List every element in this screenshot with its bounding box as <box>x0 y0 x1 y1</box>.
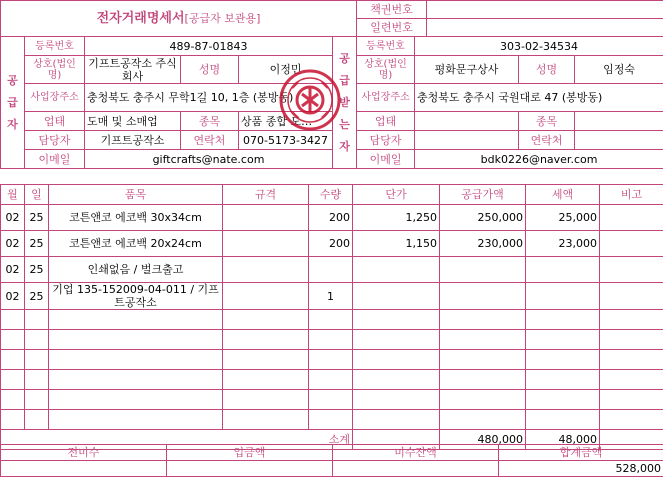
row-spec <box>223 205 309 231</box>
deposit-value <box>167 461 333 477</box>
row-price <box>353 257 440 283</box>
row-day: 25 <box>25 205 49 231</box>
table-row <box>1 205 663 231</box>
total-value: 528,000 <box>499 461 663 477</box>
deposit-label: 입금액 <box>167 445 333 461</box>
row-qty <box>309 257 353 283</box>
col-tax: 세액 <box>526 185 600 205</box>
receiver-manager-value <box>415 131 519 150</box>
row-note <box>600 283 663 310</box>
supplier-item-value: 상품 종합 도… <box>239 112 333 131</box>
supplier-addr-label: 사업장주소 <box>25 84 85 112</box>
items-table <box>0 184 663 450</box>
supplier-contact-label: 연락처 <box>181 131 239 150</box>
row-item: 인쇄없음 / 벌크출고 <box>49 257 223 283</box>
empty-row <box>1 350 663 370</box>
receiver-rep-label: 성명 <box>519 56 575 84</box>
row-qty: 200 <box>309 231 353 257</box>
row-tax <box>526 283 600 310</box>
col-spec: 규격 <box>223 185 309 205</box>
title-main: 전자거래명세서 <box>96 11 185 26</box>
parties-table <box>0 36 663 169</box>
supplier-name-value: 기프트공작소 주식회사 <box>85 56 181 84</box>
serial-no-value <box>427 19 663 37</box>
col-month: 월 <box>1 185 25 205</box>
col-qty: 수량 <box>309 185 353 205</box>
supplier-type-value: 도매 및 소매업 <box>85 112 181 131</box>
supplier-addr-value: 충청북도 충주시 무학1길 10, 1층 (봉방동) <box>85 84 333 112</box>
subtotal-label: 소계 <box>1 430 353 450</box>
table-row <box>1 257 663 283</box>
receiver-reg-value: 303-02-34534 <box>415 37 663 56</box>
row-qty: 1 <box>309 283 353 310</box>
receiver-type-value <box>415 112 519 131</box>
receiver-side-label: 공 급 받 는 자 <box>333 37 357 169</box>
row-supply: 250,000 <box>440 205 526 231</box>
row-spec <box>223 283 309 310</box>
row-item: 코튼앤코 에코백 30x34cm <box>49 205 223 231</box>
supplier-manager-value: 기프트공작소 <box>85 131 181 150</box>
row-supply <box>440 283 526 310</box>
row-spec <box>223 231 309 257</box>
receiver-email-value: bdk0226@naver.com <box>415 150 663 169</box>
subtotal-supply: 480,000 <box>440 430 526 450</box>
row-note <box>600 231 663 257</box>
supplier-name-label: 상호(법인명) <box>25 56 85 84</box>
row-day: 25 <box>25 257 49 283</box>
receiver-name-label: 상호(법인명) <box>357 56 415 84</box>
balance-label: 미수잔액 <box>333 445 499 461</box>
empty-row <box>1 370 663 390</box>
supplier-reg-value: 489-87-01843 <box>85 37 333 56</box>
receiver-rep-value: 임정숙 <box>575 56 663 84</box>
row-price: 1,250 <box>353 205 440 231</box>
row-month: 02 <box>1 231 25 257</box>
supplier-rep-value: 이정민 <box>239 56 333 84</box>
row-month: 02 <box>1 205 25 231</box>
receiver-name-value: 평화문구상사 <box>415 56 519 84</box>
col-note: 비고 <box>600 185 663 205</box>
unpaid-value <box>1 461 167 477</box>
supplier-manager-label: 담당자 <box>25 131 85 150</box>
receiver-item-label: 종목 <box>519 112 575 131</box>
row-item: 기업 135-152009-04-011 / 기프트공작소 <box>49 283 223 310</box>
row-day: 25 <box>25 283 49 310</box>
row-tax: 23,000 <box>526 231 600 257</box>
table-row <box>1 231 663 257</box>
supplier-side-label: 공 급 자 <box>1 37 25 169</box>
col-item: 품목 <box>49 185 223 205</box>
empty-row <box>1 310 663 330</box>
row-tax <box>526 257 600 283</box>
book-no-value <box>427 1 663 19</box>
document-title <box>1 1 357 37</box>
row-month: 02 <box>1 257 25 283</box>
supplier-contact-value: 070-5173-3427 <box>239 131 333 150</box>
supplier-rep-label: 성명 <box>181 56 239 84</box>
row-item: 코튼앤코 에코백 20x24cm <box>49 231 223 257</box>
receiver-item-value <box>575 112 663 131</box>
row-price: 1,150 <box>353 231 440 257</box>
total-label: 합계금액 <box>499 445 663 461</box>
title-sub: [공급자 보관용] <box>184 12 261 25</box>
row-tax: 25,000 <box>526 205 600 231</box>
empty-row <box>1 330 663 350</box>
empty-row <box>1 410 663 430</box>
supplier-email-label: 이메일 <box>25 150 85 169</box>
receiver-contact-label: 연락처 <box>519 131 575 150</box>
supplier-item-label: 종목 <box>181 112 239 131</box>
row-month: 02 <box>1 283 25 310</box>
balance-value <box>333 461 499 477</box>
empty-row <box>1 390 663 410</box>
supplier-reg-label: 등록번호 <box>25 37 85 56</box>
row-note <box>600 257 663 283</box>
table-row <box>1 283 663 310</box>
document-header <box>0 0 663 37</box>
summary-table <box>0 444 663 477</box>
serial-no-label: 일련번호 <box>357 19 427 37</box>
subtotal-tax: 48,000 <box>526 430 600 450</box>
row-day: 25 <box>25 231 49 257</box>
row-supply <box>440 257 526 283</box>
col-supply: 공급가액 <box>440 185 526 205</box>
col-day: 일 <box>25 185 49 205</box>
receiver-email-label: 이메일 <box>357 150 415 169</box>
row-supply: 230,000 <box>440 231 526 257</box>
row-price <box>353 283 440 310</box>
receiver-manager-label: 담당자 <box>357 131 415 150</box>
row-spec <box>223 257 309 283</box>
col-price: 단가 <box>353 185 440 205</box>
supplier-type-label: 업태 <box>25 112 85 131</box>
row-qty: 200 <box>309 205 353 231</box>
receiver-contact-value <box>575 131 663 150</box>
row-note <box>600 205 663 231</box>
receiver-addr-label: 사업장주소 <box>357 84 415 112</box>
receiver-addr-value: 충청북도 충주시 국원대로 47 (봉방동) <box>415 84 663 112</box>
supplier-email-value: giftcrafts@nate.com <box>85 150 333 169</box>
receiver-type-label: 업태 <box>357 112 415 131</box>
book-no-label: 책권번호 <box>357 1 427 19</box>
unpaid-label: 전미수 <box>1 445 167 461</box>
receiver-reg-label: 등록번호 <box>357 37 415 56</box>
